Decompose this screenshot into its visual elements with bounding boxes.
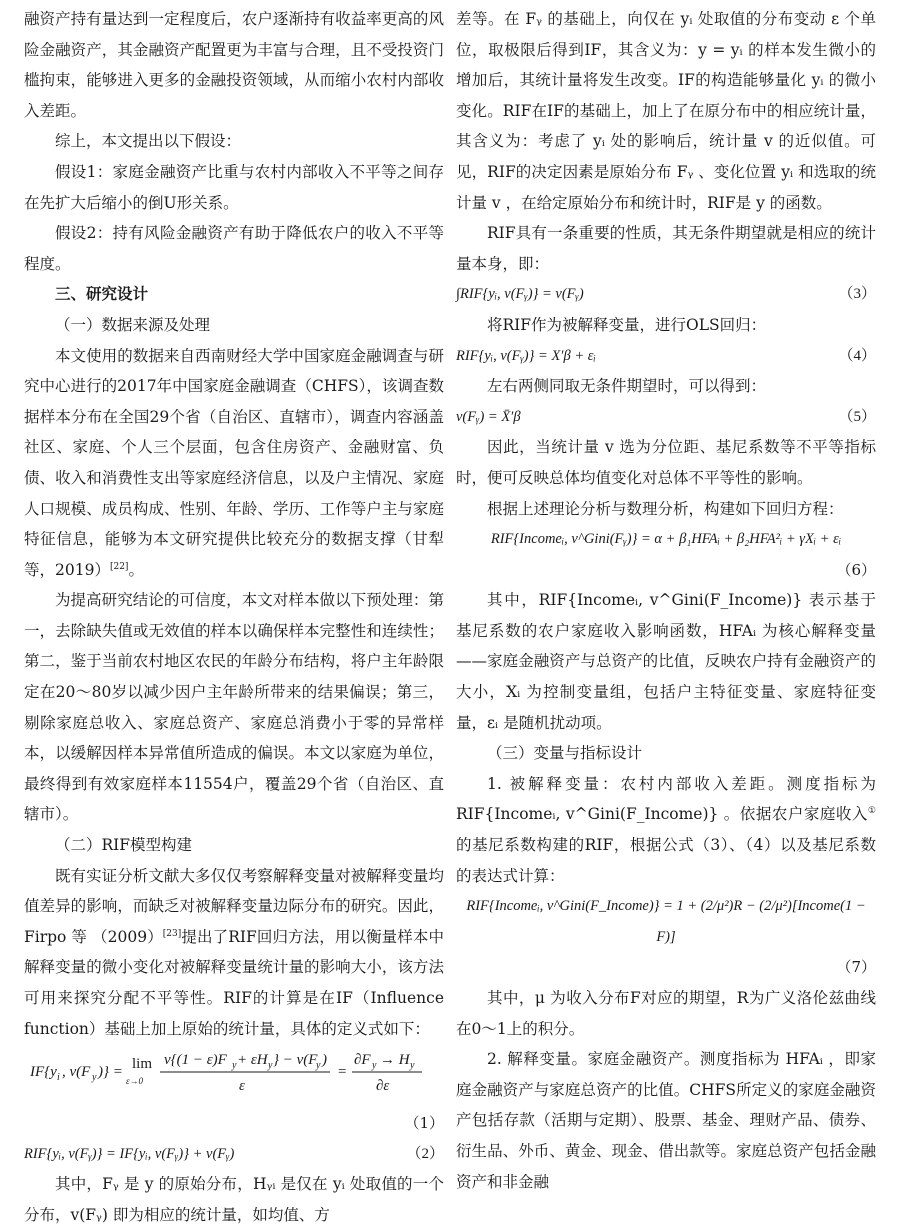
equation-4 <box>456 341 876 372</box>
equation-2 <box>24 1139 444 1170</box>
paragraph: 左右两侧同取无条件期望时，可以得到： <box>487 377 767 396</box>
equation-7: RIF{Incomeᵢ, v^Gini(F_Income)} = 1 + (2/μ²)R − (2/μ²)[Income(1 − F)] <box>466 898 866 945</box>
equation-6: RIF{Incomeᵢ, v^Gini(Fᵧ)} = α + β₁HFAᵢ + β₂HFA²ᵢ + γXᵢ + εᵢ <box>490 531 842 548</box>
paragraph: 其中，RIF{Incomeᵢ, v^Gini(F_Income)} 表示基于基尼系数的农户家庭收入影响函数，HFAᵢ 为核心解释变量——家庭金融资产与总资产的比值，反映农户持有金融资产的大小，Xᵢ 为控制变量组，包括户主特征变量、家庭特征变量，εᵢ 是随机扰动项。 <box>456 591 876 732</box>
equation-number: （5） <box>838 408 876 425</box>
svg-text:lim: lim <box>132 1056 153 1073</box>
equation-number: （3） <box>838 286 876 303</box>
equation-number: （4） <box>838 347 876 364</box>
paragraph <box>24 341 444 586</box>
paragraph: 根据上述理论分析与数理分析，构建如下回归方程： <box>487 499 844 518</box>
equation-1 <box>24 1046 444 1108</box>
svg-text:y: y <box>410 1060 415 1072</box>
svg-text:=: = <box>338 1064 347 1081</box>
equation-3 <box>456 279 876 310</box>
paragraph: 2. 解释变量。家庭金融资产。测度指标为 HFAᵢ ，即家庭金融资产与家庭总资产的比值。CHFS所定义的家庭金融资产包括存款（活期与定期）、股票、基金、理财产品、债券、衍生品、外币、黄金、现金、借出款等。家庭总资产包括金融资产和非金融 <box>456 1050 876 1191</box>
svg-text:y: y <box>268 1060 273 1072</box>
equation-text: RIF{yᵢ, v(Fᵧ)} = IF{yᵢ, v(Fᵧ)} + v(Fᵧ) <box>24 1145 235 1162</box>
svg-text:): ) <box>322 1052 327 1069</box>
hypothesis-1: 假设1：家庭金融资产比重与农村内部收入不平等之间存在先扩大后缩小的倒U形关系。 <box>24 162 444 212</box>
paragraph <box>456 769 876 891</box>
paragraph: 融资产持有量达到一定程度后，农户逐渐持有收益率更高的风险金融资产，其金融资产配置更为丰富与合理，且不受投资门槛拘束，能够进入更多的金融投资领域，从而缩小农村内部收入差距。 <box>24 10 444 120</box>
svg-text:y: y <box>92 1072 97 1084</box>
hypothesis-2: 假设2：持有风险金融资产有助于降低农户的收入不平等程度。 <box>24 224 444 273</box>
left-column <box>24 4 444 1231</box>
paragraph: 因此，当统计量 v 选为分位距、基尼系数等不平等指标时，便可反映总体均值变化对总体不平等性的影响。 <box>456 438 876 487</box>
svg-text:ε→0: ε→0 <box>126 1076 144 1087</box>
paragraph-text: 既有实证分析文献大多仅仅考察解释变量对被解释变量均值差异的影响，而缺乏对被解释变量边际分布的研究。因此，Firpo 等 （2009） <box>24 866 444 946</box>
paragraph-text: 的基尼系数构建的RIF，根据公式（3）、（4）以及基尼系数的表达式计算： <box>456 836 876 885</box>
svg-text:y: y <box>372 1060 377 1072</box>
svg-text:, v(F: , v(F <box>62 1064 91 1081</box>
paragraph-text: 本文使用的数据来自西南财经大学中国家庭金融调查与研究中心进行的2017年中国家庭金融调查（CHFS），该调查数据样本分布在全国29个省（自治区、直辖市），调查内容涵盖社区、家庭、个人三个层面，包含住房资产、金融财富、负债、收入和消费性支出等家庭经济信息，以及户主情况、家庭人口规模、成员构成、性别、年龄、学历、工作等户主与家庭特征信息，能够为本文研究提供比较充分的数据支撑（甘犁等，2019） <box>24 346 444 579</box>
paragraph-text: 提出了RIF回归方法，用以衡量样本中解释变量的微小变化对被解释变量统计量的影响大小，该方法可用来探究分配不平等性。RIF的计算是在IF（Influence function）基础上加上原始的统计量，具体的定义式如下： <box>24 927 444 1038</box>
paragraph: 综上，本文提出以下假设： <box>55 132 242 151</box>
subsection-heading: （一）数据来源及处理 <box>55 315 211 334</box>
svg-text:)} =: )} = <box>98 1064 123 1081</box>
equation-text: ∫RIF{yᵢ, v(Fᵧ)} = v(Fᵧ) <box>456 286 584 303</box>
paragraph: 差等。在 Fᵧ 的基础上，向仅在 yᵢ 处取值的分布变动 ε 个单位，取极限后得到IF，其含义为：y = yᵢ 的样本发生微小的增加后，其统计量将发生改变。IF的构造能够量化 yᵢ 的微小变化。RIF在IF的基础上，加上了在原分布中的相应统计量，其含义为：考虑了 yᵢ 处的影响后，统计量 v 的近似值。可见，RIF的决定因素是原始分布 Fᵧ 、变化位置 yᵢ 和选取的统计量 v ，在给定原始分布和统计时，RIF是 y 的函数。 <box>456 10 876 212</box>
svg-text:∂F: ∂F <box>354 1052 371 1069</box>
svg-text:} − v(F: } − v(F <box>273 1052 318 1069</box>
equation-text: v(Fᵧ) = X̄′β <box>456 408 521 425</box>
paragraph: RIF具有一条重要的性质，其无条件期望就是相应的统计量本身，即： <box>456 224 876 273</box>
citation-ref: [22] <box>109 561 129 572</box>
svg-text:y: y <box>316 1060 321 1072</box>
section-heading: 三、研究设计 <box>55 284 149 304</box>
equation-5 <box>456 402 876 433</box>
paragraph: 其中，μ 为收入分布F对应的期望，R为广义洛伦兹曲线在0～1上的积分。 <box>456 989 876 1038</box>
equation-number: （6） <box>836 560 876 579</box>
paragraph-text: 1. 被解释变量：农村内部收入差距。测度指标为 RIF{Incomeᵢ, v^Gini(F_Income)} 。依据农户家庭收入 <box>456 774 876 824</box>
paragraph: 将RIF作为被解释变量，进行OLS回归： <box>487 315 767 334</box>
equation-number: （1） <box>404 1114 444 1133</box>
svg-text:+ εH: + εH <box>237 1052 268 1069</box>
paragraph <box>24 861 444 1045</box>
svg-text:v{(1 − ε)F: v{(1 − ε)F <box>164 1052 227 1069</box>
svg-text:i: i <box>57 1072 60 1084</box>
paragraph: 其中，Fᵧ 是 y 的原始分布，Hᵧᵢ 是仅在 yᵢ 处取值的一个分布，v(Fᵧ) 即为相应的统计量，如均值、方 <box>24 1175 444 1224</box>
subsection-heading: （二）RIF模型构建 <box>55 836 193 855</box>
paragraph: 为提高研究结论的可信度，本文对样本做以下预处理：第一，去除缺失值或无效值的样本以确保样本完整性和连续性；第二，鉴于当前农村地区农民的年龄分布结构，将户主年龄限定在20～80岁以减少因户主年龄所带来的结果偏误；第三，剔除家庭总收入、家庭总资产、家庭总消费小于零的异常样本，以缓解因样本异常值所造成的偏误。本文以家庭为单位，最终得到有效家庭样本11554户，覆盖29个省（自治区、直辖市）。 <box>24 591 444 824</box>
right-column <box>456 4 876 1197</box>
svg-text:→ H: → H <box>380 1052 410 1069</box>
paragraph-text: 。 <box>128 560 144 579</box>
footnote-marker: ① <box>867 806 876 817</box>
svg-text:∂ε: ∂ε <box>376 1078 390 1095</box>
svg-text:IF{y: IF{y <box>30 1064 57 1081</box>
subsection-heading: （三）变量与指标设计 <box>487 744 643 763</box>
equation-number: （2） <box>406 1145 444 1162</box>
equation-1-graphic <box>24 1046 444 1108</box>
svg-text:ε: ε <box>239 1078 245 1095</box>
equation-number: （7） <box>836 958 876 977</box>
equation-text: RIF{yᵢ, v(Fᵧ)} = X′β + εᵢ <box>456 347 596 364</box>
citation-ref: [23] <box>162 928 182 939</box>
svg-text:y: y <box>232 1060 237 1072</box>
